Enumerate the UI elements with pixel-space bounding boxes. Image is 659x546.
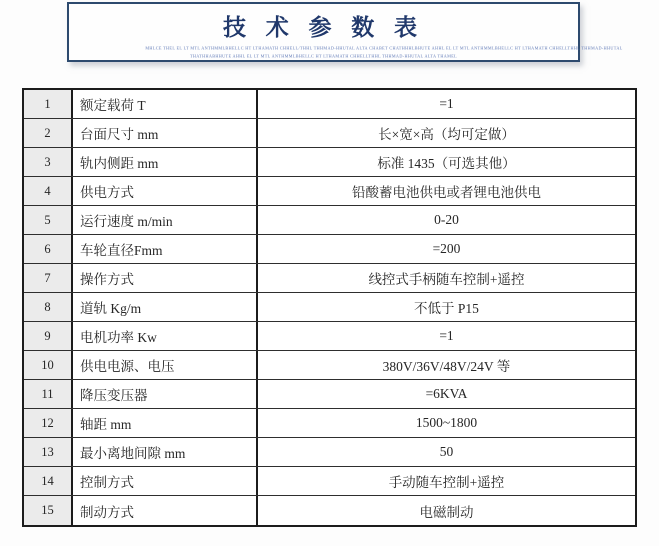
parameter-name: 降压变压器 [73, 380, 258, 408]
parameter-value: 铅酸蓄电池供电或者锂电池供电 [352, 185, 541, 200]
parameter-value: 1500~1800 [415, 415, 478, 430]
parameter-value: 380V/36V/48V/24V 等 [382, 359, 511, 374]
row-number: 9 [24, 322, 73, 350]
row-number: 8 [24, 293, 73, 321]
page-title: 技 术 参 数 表 [223, 15, 424, 40]
row-number: 6 [24, 235, 73, 263]
row-number: 14 [24, 467, 73, 495]
table-row [24, 293, 635, 322]
parameters-table [22, 88, 637, 527]
parameter-name: 制动方式 [73, 496, 258, 525]
table-row [24, 235, 635, 264]
parameter-value: 50 [439, 444, 454, 459]
row-number: 13 [24, 438, 73, 466]
row-number: 4 [24, 177, 73, 205]
header-card [67, 2, 623, 62]
table-row [24, 206, 635, 235]
row-number: 11 [24, 380, 73, 408]
parameter-value: =200 [432, 241, 461, 256]
row-number: 12 [24, 409, 73, 437]
parameter-value: 电磁制动 [419, 504, 474, 520]
row-number: 3 [24, 148, 73, 176]
table-row [24, 409, 635, 438]
parameter-value: 标准 1435（可选其他） [377, 156, 516, 171]
table-row [24, 90, 635, 119]
parameter-name: 电机功率 Kw [73, 322, 258, 350]
row-number: 10 [24, 351, 73, 379]
parameter-value: =1 [439, 328, 454, 343]
parameter-value: 线控式手柄随车控制+遥控 [368, 272, 525, 287]
parameter-value: 0-20 [434, 212, 459, 227]
table-row [24, 177, 635, 206]
parameter-name: 轨内侧距 mm [73, 148, 258, 176]
table-row [24, 119, 635, 148]
parameter-value: 不低于 P15 [414, 301, 479, 316]
row-number: 15 [24, 496, 73, 525]
fine-print-line-1: MHLCE THEL EL LT MTL ANTHMMLBHELLC HT LTHAMATH CHHELL/THHL THHMAD-HHUTAL ALTA CHABET CHATHHHLBHUTE AHHL EL LT MTL ANTHMMLBHELLC HT LTHAMATH CHHELLTHHL THHMAD-HHUTAL [145, 46, 623, 51]
table-row [24, 438, 635, 467]
table-row [24, 467, 635, 496]
parameter-name: 台面尺寸 mm [73, 119, 258, 147]
table-row [24, 264, 635, 293]
parameter-name: 道轨 Kg/m [73, 293, 258, 321]
fine-print-line-2: THATHHABHHUTE AHHL EL LT MTL ANTHMMLBHELLC HT LTHAMATH CHHELLTHHL THHMAD-HHUTAL ALTA THAMEL [189, 54, 458, 59]
table-row [24, 148, 635, 177]
parameter-name: 供电电源、电压 [73, 351, 258, 379]
table-row [24, 351, 635, 380]
parameter-value: =1 [439, 96, 454, 111]
parameter-name: 供电方式 [73, 177, 258, 205]
parameter-name: 控制方式 [73, 467, 258, 495]
parameter-value: 手动随车控制+遥控 [388, 475, 505, 490]
table-row [24, 380, 635, 409]
fine-print [69, 46, 623, 62]
table-row [24, 322, 635, 351]
parameter-name: 最小离地间隙 mm [73, 438, 258, 466]
row-number: 7 [24, 264, 73, 292]
parameter-name: 轴距 mm [73, 409, 258, 437]
row-number: 5 [24, 206, 73, 234]
parameter-name: 运行速度 m/min [73, 206, 258, 234]
parameter-value: 长×宽×高（均可定做） [378, 127, 515, 142]
parameter-name: 车轮直径Fmm [73, 235, 258, 263]
row-number: 1 [24, 90, 73, 118]
table-row [24, 496, 635, 525]
parameter-name: 操作方式 [73, 264, 258, 292]
parameter-name: 额定载荷 T [73, 90, 258, 118]
row-number: 2 [24, 119, 73, 147]
parameter-value: =6KVA [425, 386, 468, 401]
